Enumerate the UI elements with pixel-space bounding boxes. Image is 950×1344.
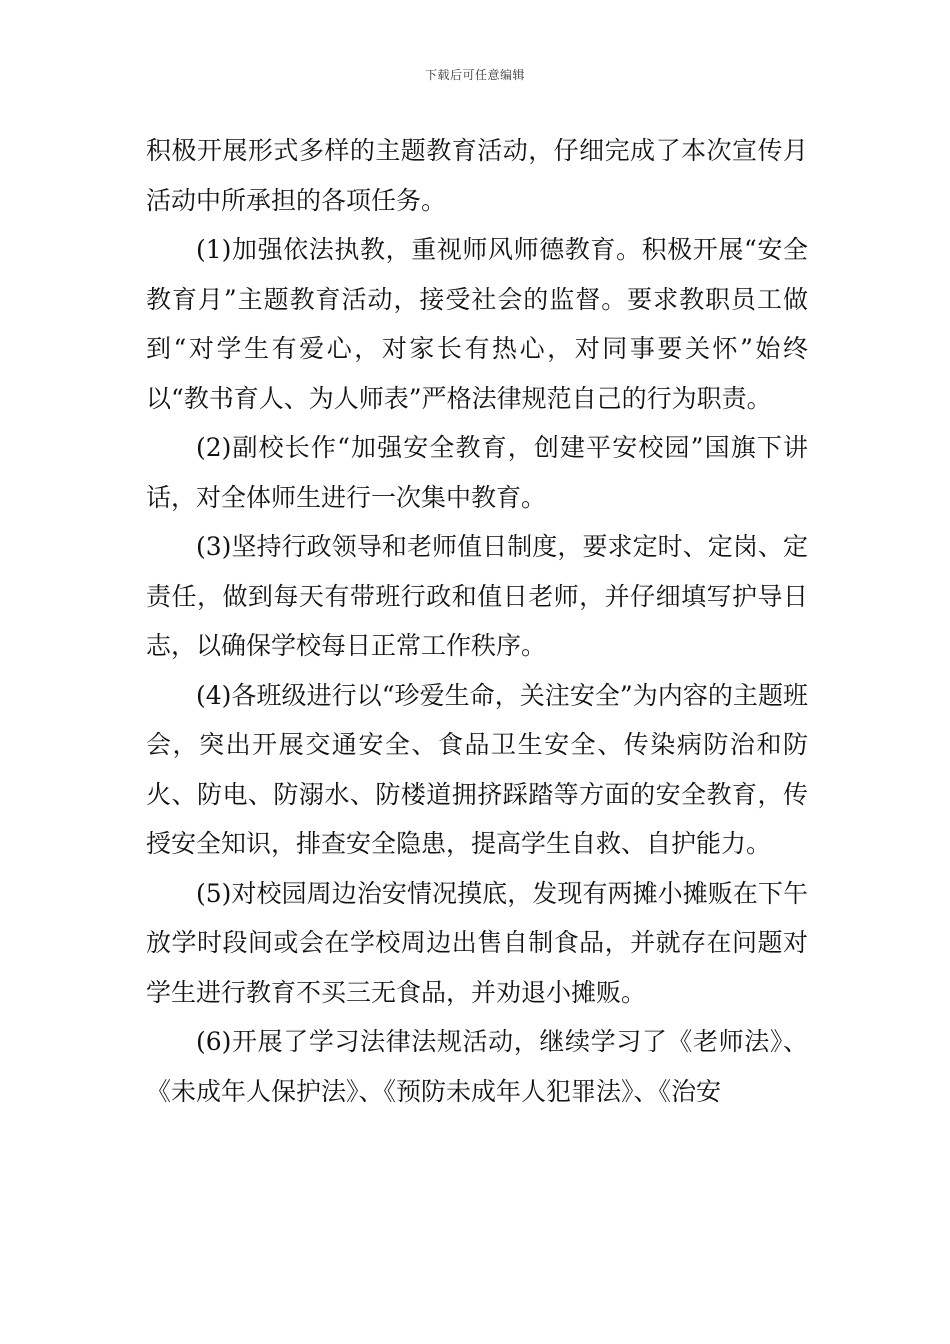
paragraph-item-4: (4)各班级进行以“珍爱生命，关注安全”为内容的主题班会，突出开展交通安全、食品卫生安全、传染病防治和防火、防电、防溺水、防楼道拥挤踩踏等方面的安全教育，传授安全知识，排查安全隐患，提高学生自救、自护能力。 bbox=[146, 680, 808, 858]
paragraph-item-1: (1)加强依法执教，重视师风师德教育。积极开展“安全教育月”主题教育活动，接受社会的监督。要求教职员工做到“对学生有爱心，对家长有热心，对同事要关怀”始终以“教书育人、为人师表”严格法律规范自己的行为职责。 bbox=[146, 235, 808, 413]
paragraph-item-6: (6)开展了学习法律法规活动，继续学习了《老师法》、《未成年人保护法》、《预防未成年人犯罪法》、《治安 bbox=[146, 1027, 808, 1106]
paragraph-continuation: 积极开展形式多样的主题教育活动，仔细完成了本次宣传月活动中所承担的各项任务。 bbox=[146, 136, 808, 215]
paragraph-item-5: (5)对校园周边治安情况摸底，发现有两摊小摊贩在下午放学时段间或会在学校周边出售自制食品，并就存在问题对学生进行教育不买三无食品，并劝退小摊贩。 bbox=[146, 878, 808, 1007]
document-body bbox=[146, 126, 808, 1116]
paragraph-item-2: (2)副校长作“加强安全教育，创建平安校园”国旗下讲话，对全体师生进行一次集中教育。 bbox=[146, 433, 808, 512]
page-header: 下载后可任意编辑 bbox=[424, 68, 525, 82]
paragraph-item-3: (3)坚持行政领导和老师值日制度，要求定时、定岗、定责任，做到每天有带班行政和值日老师，并仔细填写护导日志，以确保学校每日正常工作秩序。 bbox=[146, 532, 808, 660]
